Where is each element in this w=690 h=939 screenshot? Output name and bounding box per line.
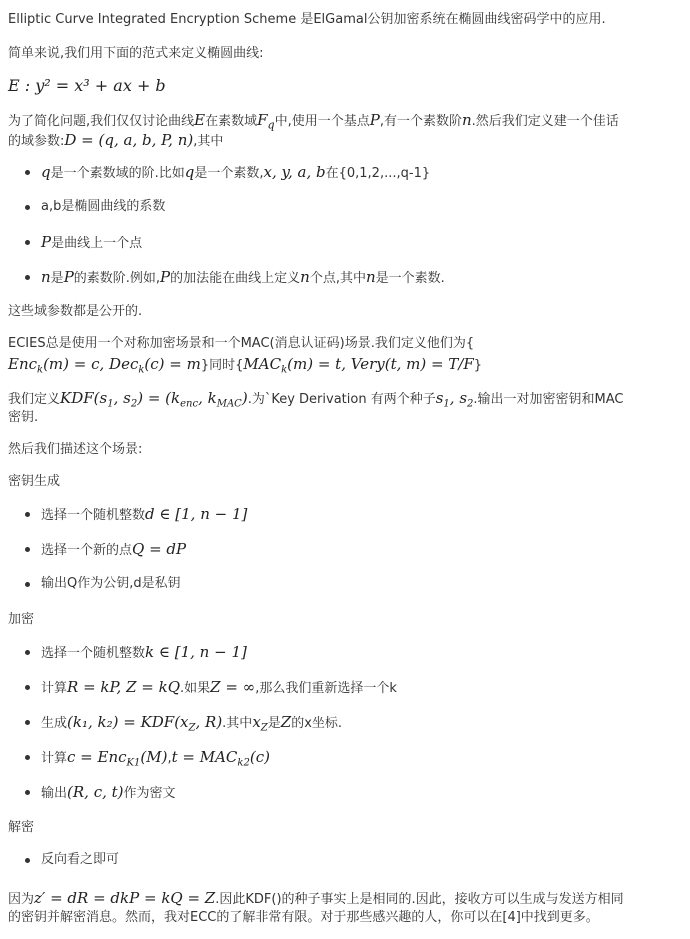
ecies-line-2: Enc$_k$(m) = c, Dec$_k$(c) = m}同时{$MAC_k(m) = t$, Very(t, m) = T/F} [8,355,483,376]
ecies-line-1: ECIES总是使用一个对称加密场景和一个MAC(消息认证码)场景.我们定义他们为{ [8,336,475,351]
list-item: n是P的素数阶.例如,P的加法能在曲线上定义n个点,其中n是一个素数. [0,267,690,287]
list-item: 选择一个随机整数k ∈ [1, n − 1] [0,642,690,662]
list-item: 计算R = kP, Z = kQ.如果Z = ∞,那么我们重新选择一个k [0,677,690,697]
decrypt-list [0,850,690,870]
intro-paragraph: Elliptic Curve Integrated Encryption Scheme 是ElGamal公钥加密系统在椭圆曲线密码学中的应用. [8,12,606,27]
list-item: 选择一个新的点Q = dP [0,539,690,559]
simplify-line-1: 为了简化问题,我们仅仅讨论曲线E在素数域$F_q$中,使用一个基点P,有一个素数阶n.然后我们定义建一个佳话 [8,111,619,132]
list-item: 计算$c = Enc_{K1}(M),t = MAC_{k2}(c)$ [0,747,690,767]
encrypt-list [0,642,690,802]
list-item: 输出(R, c, t)作为密文 [0,782,690,802]
curve-definition-text: 简单来说,我们用下面的范式来定义椭圆曲线: [8,46,264,61]
keygen-title: 密钥生成 [8,474,61,489]
public-params-text: 这些域参数都是公开的. [8,304,143,319]
list-item: 输出Q作为公钥,d是私钥 [0,574,690,594]
list-item: P是曲线上一个点 [0,232,690,252]
list-item: 选择一个随机整数d ∈ [1, n − 1] [0,504,690,524]
kdf-line-2: 密钥. [8,410,39,425]
final-line-2: 的密钥并解密消息。然而，我对ECC的了解非常有限。对于那些感兴趣的人，你可以在[4]中找到更多。 [8,910,599,925]
keygen-list [0,504,690,594]
list-item: a,b是椭圆曲线的系数 [0,197,690,217]
describe-text: 然后我们描述这个场景: [8,442,143,457]
kdf-line-1: 我们定义$KDF(s_1$, $s_2) = (k_{enc}$, $k_{MAC}$).为`Key Derivation 有两个种子$s_1$, $s_2$.输出一对加密密钥和MAC [8,389,624,410]
list-item: 反向看之即可 [0,850,690,870]
domain-params-list [0,162,690,287]
encrypt-title: 加密 [8,612,35,627]
final-line-1: 因为z′ = dR = dkP = kQ = Z.因此KDF()的种子事实上是相同的.因此，接收方可以生成与发送方相同 [8,889,624,907]
curve-equation: E : y² = x³ + ax + b [8,76,166,95]
list-item: q是一个素数域的阶.比如q是一个素数,x, y, a, b在{0,1,2,...,q-1} [0,162,690,182]
list-item: 生成(k₁, $k_2) = KDF(x_Z$, R).其中$x_Z$是Z的x坐标. [0,712,690,732]
simplify-line-2: 的域参数:D = (q, a, b, P, n),其中 [8,131,224,149]
decrypt-title: 解密 [8,820,35,835]
